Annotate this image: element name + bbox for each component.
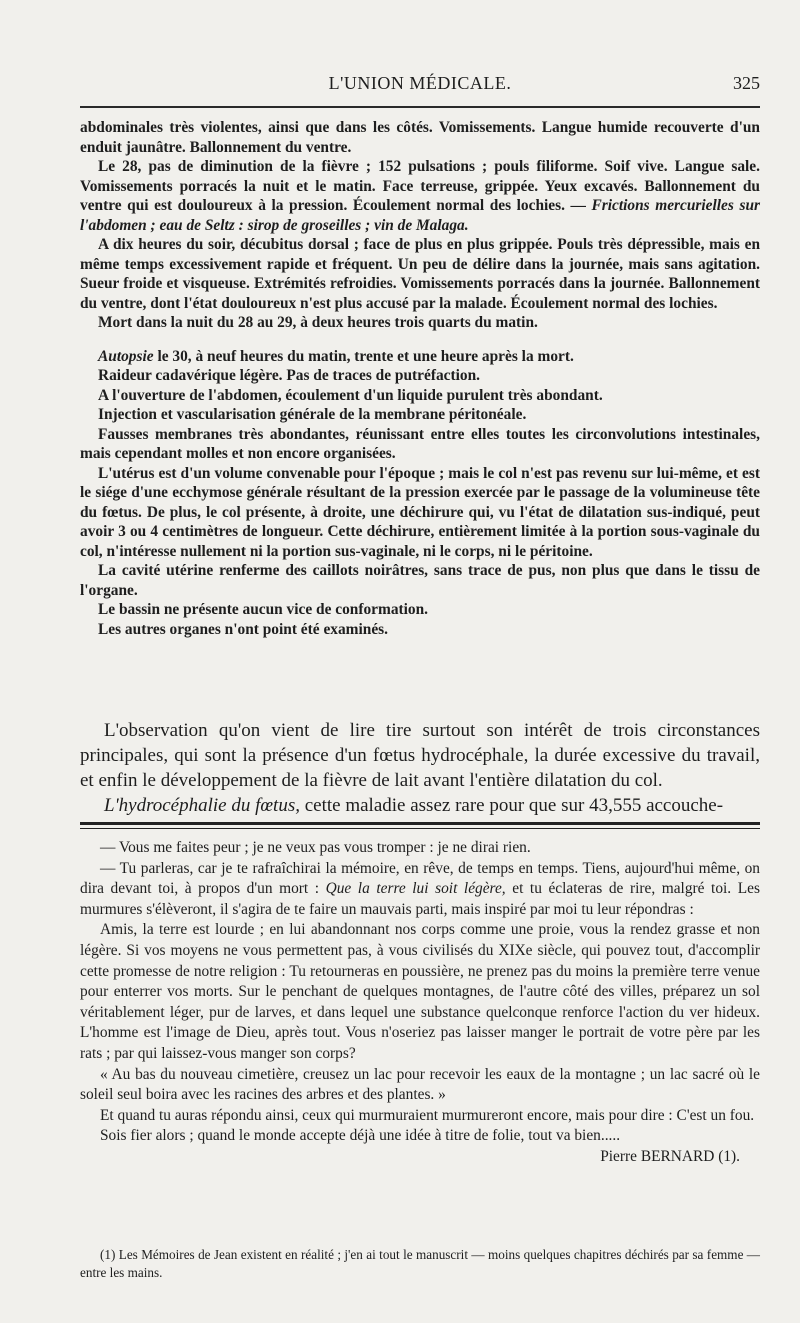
header-rule	[80, 106, 760, 108]
case-paragraph: L'utérus est d'un volume convenable pour l'époque ; mais le col n'est pas revenu sur lui-même, et est le siége d'une ecchymose générale résultant de la pression exercée par le passage de la volumineuse tête du fœtus. De plus, le col présente, à droite, une déchirure qui, vu l'état de dilatation sus-indiqué, peut avoir 3 ou 4 centimètres de longueur. Cette déchirure, entièrement limitée à la portion sous-vaginale du col, n'intéresse nullement ni la portion sus-vaginale, ni le corps, ni le péritoine.	[80, 464, 760, 560]
case-paragraph: Le bassin ne présente aucun vice de conformation.	[98, 601, 429, 618]
feuilleton-paragraph: Et quand tu auras répondu ainsi, ceux qui murmuraient murmureront encore, mais pour dire : C'est un fou.	[100, 1106, 755, 1124]
page-number: 325	[733, 73, 760, 93]
hydrocephaly-italic: L'hydrocéphalie du fœtus,	[104, 795, 300, 816]
case-paragraph: A dix heures du soir, décubitus dorsal ; face de plus en plus grippée. Pouls très dépressible, mais en même temps excessivement rapide et fréquent. Un peu de délire dans la journée, mais sans agitation. Sueur froide et visqueuse. Extrémités refroidies. Vomissements porracés dans la journée. Ballonnement du ventre, dont l'état douloureux n'est plus accusé par la malade. Écoulement normal des lochies.	[80, 236, 760, 312]
feuilleton-paragraph: Sois fier alors ; quand le monde accepte déjà une idée à titre de folie, tout va bien.....	[100, 1127, 621, 1145]
case-paragraph: Le 28, pas de diminution de la fièvre ; 152 pulsations ; pouls filiforme. Soif vive. Langue sale. Vomissements porracés la nuit et le matin. Face terreuse, grippée. Yeux excavés. Ballonnement du ventre qui est douloureux à la pression. Écoulement normal des lochies. — Frictions mercurielles sur l'abdomen ; eau de Seltz : sirop de groseilles ; vin de Malaga.	[80, 158, 760, 234]
footnote-text: (1) Les Mémoires de Jean existent en réalité ; j'en ai tout le manuscrit — moins quelques chapitres déchirés par sa femme — entre les mains.	[80, 1247, 760, 1280]
feuilleton-paragraph: — Vous me faites peur ; je ne veux pas vous tromper : je ne dirai rien.	[100, 839, 531, 856]
spacer	[80, 333, 760, 347]
case-paragraph: A l'ouverture de l'abdomen, écoulement d'un liquide purulent très abondant.	[98, 386, 603, 404]
footnote	[80, 1246, 760, 1282]
feuilleton-paragraph: Amis, la terre est lourde ; en lui abandonnant nos corps comme une proie, vous la rendez grasse et non légère. Si vos moyens ne vous permettent pas, à vous civilisés du XIXe siècle, qui pouvez tout, d'accomplir cette promesse de notre religion : Tu retourneras en poussière, ne prenez pas du moins la première terre venue pour enterrer vos morts. Sur le penchant de quelques montagnes, de l'autre côté des villes, préparez un sol véritablement léger, pur de larves, et dans lequel une substance quelconque renforce l'action du ver hideux. L'homme est l'image de Dieu, après tout. Vous n'oseriez pas laisser manger le portrait de votre père par les rats ; par qui laissez-vous manger son corps?	[80, 921, 760, 1062]
case-paragraph: Mort dans la nuit du 28 au 29, à deux heures trois quarts du matin.	[98, 314, 538, 331]
running-title: L'UNION MÉDICALE.	[328, 73, 512, 93]
feuilleton-paragraph: — Tu parleras, car je te rafraîchirai la mémoire, en rêve, de temps en temps. Tiens, aujourd'hui même, on dira devant toi, à propos d'un mort : Que la terre lui soit légère, et tu éclateras de rire, malgré toi. Les murmures s'élèveront, il s'agira de te faire un mauvais parti, mais inspiré par moi tu leur répondras :	[80, 859, 760, 918]
case-paragraph: Raideur cadavérique légère. Pas de traces de putréfaction.	[98, 367, 480, 384]
treatment-italic: Frictions mercurielles sur l'abdomen ; eau de Seltz : sirop de groseilles ; vin de Malaga.	[80, 197, 760, 234]
feuilleton-rule	[80, 822, 760, 825]
case-paragraph: La cavité utérine renferme des caillots noirâtres, sans trace de pus, non plus que dans le tissu de l'organe.	[80, 562, 760, 599]
case-paragraph: Les autres organes n'ont point été examinés.	[98, 620, 388, 638]
autopsy-paragraph: Autopsie le 30, à neuf heures du matin, trente et une heure après la mort.	[98, 347, 574, 365]
autopsy-label: Autopsie	[98, 347, 154, 365]
feuilleton-section	[80, 838, 760, 1168]
case-paragraph: Fausses membranes très abondantes, réunissant entre elles toutes les circonvolutions intestinales, mais cependant molles et non encore organisées.	[80, 425, 760, 462]
feuilleton-paragraph: « Au bas du nouveau cimetière, creusez un lac pour recevoir les eaux de la montagne ; un lac sacré où le soleil seul boira avec les racines des arbres et des plantes. »	[80, 1065, 760, 1104]
observation-paragraph: L'observation qu'on vient de lire tire surtout son intérêt de trois circonstances principales, qui sont la présence d'un fœtus hydrocéphale, la durée excessive du travail, et enfin le développement de la fièvre de lait avant l'entière dilatation du col.	[80, 720, 760, 791]
case-paragraph: Injection et vascularisation générale de la membrane péritonéale.	[98, 406, 527, 423]
observation-section	[80, 718, 760, 818]
observation-paragraph: L'hydrocéphalie du fœtus, cette maladie assez rare pour que sur 43,555 accouche-	[104, 795, 724, 816]
feuilleton-rule-thin	[80, 828, 760, 829]
author-signature: Pierre BERNARD (1).	[600, 1147, 740, 1165]
case-report	[80, 118, 760, 639]
epitaph-italic: Que la terre lui soit légère,	[325, 880, 506, 898]
case-paragraph: abdominales très violentes, ainsi que dans les côtés. Vomissements. Langue humide recouverte d'un enduit jaunâtre. Ballonnement du ventre.	[80, 119, 760, 156]
page-header	[80, 73, 760, 97]
